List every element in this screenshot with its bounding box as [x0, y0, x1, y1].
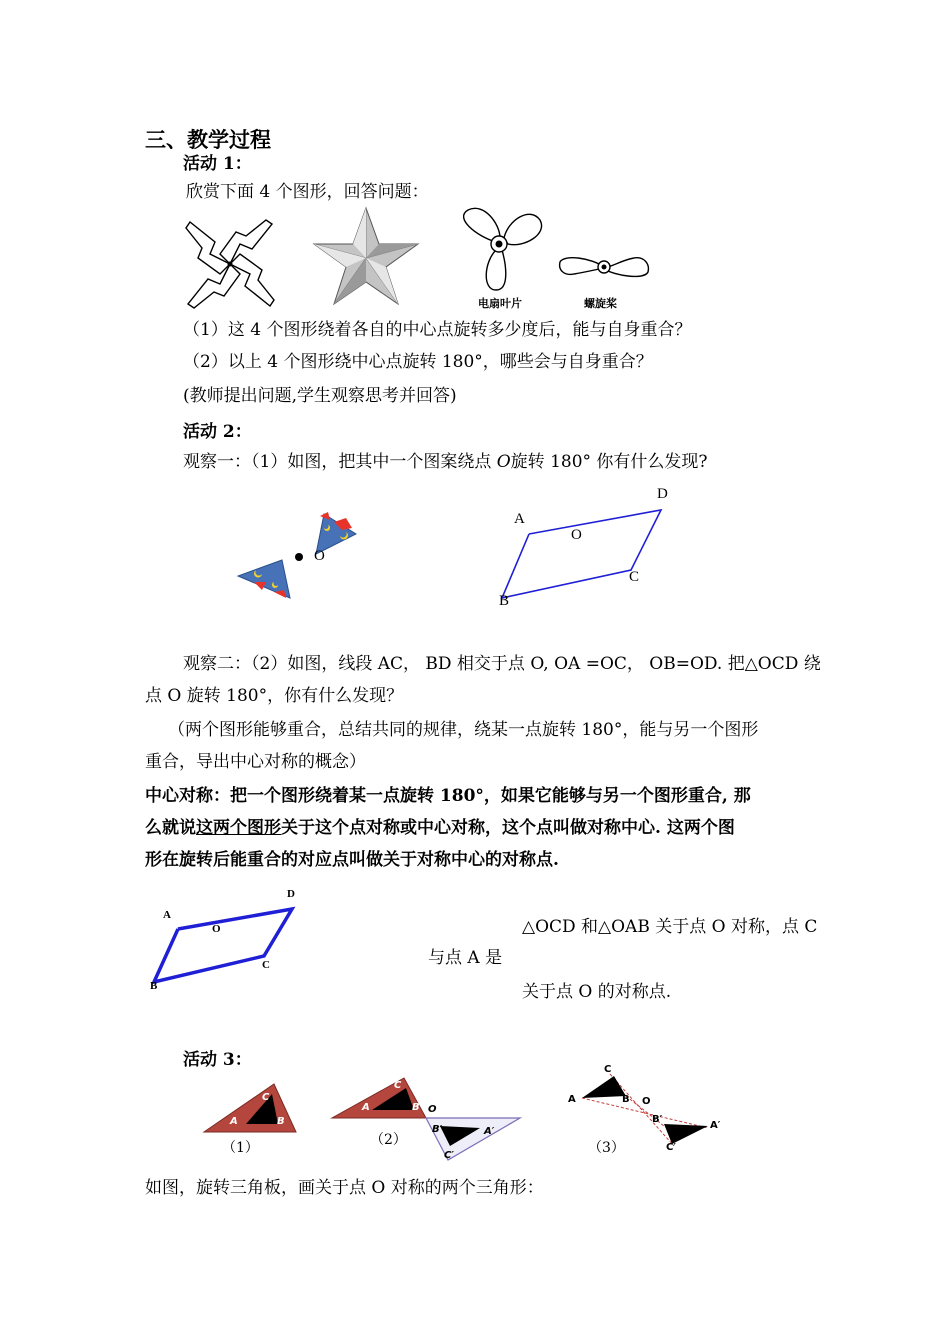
activity1-q1: （1）这 4 个图形绕着各自的中心点旋转多少度后，能与自身重合？ — [183, 320, 692, 340]
label-c: C — [629, 569, 640, 585]
propeller-caption: 螺旋桨 — [584, 297, 617, 310]
fig2-label-cp: C′ — [444, 1150, 454, 1161]
fig2-caption: （2） — [370, 1132, 407, 1148]
definition-underlined: 这两个图形 — [196, 818, 281, 838]
fig2-label-c: C — [394, 1080, 402, 1091]
small-label-c: C — [262, 959, 270, 971]
windmill-figure — [180, 214, 280, 314]
activity1-intro: 欣赏下面 4 个图形，回答问题： — [186, 182, 429, 202]
symmetry-text-line2: 与点 A 是 — [428, 948, 503, 968]
definition-line3: 形在旋转后能重合的对应点叫做关于对称中心的对称点. — [145, 850, 559, 870]
activity1-title: 活动 1： — [183, 154, 252, 174]
fan-caption: 电扇叶片 — [478, 297, 522, 310]
section-title: 三、教学过程 — [145, 127, 271, 152]
fig2-label-b: B — [412, 1102, 420, 1113]
note-line2: 重合，导出中心对称的概念） — [145, 752, 366, 772]
definition-line1: 中心对称：把一个图形绕着某一点旋转 180°，如果它能够与另一个图形重合, 那 — [145, 786, 751, 806]
point-o-label-1: O — [314, 548, 325, 564]
fig3-label-bp: B′ — [652, 1114, 663, 1125]
fig1-label-a: A — [230, 1116, 238, 1127]
fig2-label-bp: B′ — [432, 1124, 443, 1135]
observation1 — [183, 450, 708, 474]
small-label-d: D — [287, 888, 295, 900]
activity2-title: 活动 2： — [183, 422, 252, 442]
fig3-caption: （3） — [588, 1140, 625, 1156]
set-square-figure-2 — [330, 1076, 522, 1162]
fig3-label-b: B — [622, 1094, 630, 1105]
star-figure — [312, 206, 420, 306]
bowtie-figure — [500, 500, 670, 610]
fig2-label-ap: A′ — [484, 1126, 495, 1137]
small-label-b: B — [150, 980, 158, 992]
observation2-line2: 点 O 旋转 180°，你有什么发现？ — [145, 686, 404, 706]
label-o: O — [571, 527, 582, 543]
fig1-caption: （1） — [222, 1140, 259, 1156]
fig2-label-a: A — [362, 1102, 370, 1113]
small-bowtie-figure — [150, 900, 300, 990]
fig3-label-ap: A′ — [710, 1120, 721, 1131]
definition-line2-post: 关于这个点对称或中心对称，这个点叫做对称中心. 这两个图 — [281, 818, 735, 838]
observation1-prefix: 观察一：（1）如图，把其中一个图案绕点 — [183, 452, 497, 472]
fig3-label-o: O — [642, 1096, 651, 1107]
note-line1: （两个图形能够重合，总结共同的规律，绕某一点旋转 180°，能与另一个图形 — [168, 720, 759, 740]
closing-instruction: 如图，旋转三角板，画关于点 O 对称的两个三角形： — [145, 1178, 544, 1198]
observation1-suffix: 旋转 180° 你有什么发现? — [510, 452, 708, 472]
label-b: B — [499, 593, 510, 609]
rotated-triangles-figure — [234, 510, 364, 600]
observation1-var: O — [496, 452, 511, 472]
fig2-label-o: O — [428, 1104, 437, 1115]
propeller-figure — [558, 252, 650, 286]
fig3-label-cp: C′ — [666, 1142, 676, 1153]
fig3-label-c: C — [604, 1064, 612, 1075]
observation2-line1: 观察二：（2）如图，线段 AC， BD 相交于点 O, OA =OC， OB=OD. 把△OCD 绕 — [183, 654, 821, 674]
fig3-label-a: A — [568, 1094, 576, 1105]
symmetry-text-line1: △OCD 和△OAB 关于点 O 对称，点 C — [522, 917, 818, 937]
small-label-o: O — [212, 923, 221, 935]
symmetry-text-line3: 关于点 O 的对称点. — [522, 982, 672, 1002]
definition-line2-pre: 么就说 — [145, 818, 196, 838]
activity1-note: (教师提出问题,学生观察思考并回答) — [183, 386, 457, 406]
label-d: D — [657, 486, 668, 502]
label-a: A — [514, 511, 525, 527]
fig1-label-c: C — [262, 1092, 270, 1103]
activity1-q2: （2）以上 4 个图形绕中心点旋转 180°，哪些会与自身重合？ — [183, 352, 653, 372]
definition-line2 — [145, 816, 735, 840]
small-label-a: A — [163, 909, 171, 921]
fig1-label-b: B — [277, 1116, 285, 1127]
fan-blades-figure — [456, 206, 548, 296]
activity3-title: 活动 3： — [183, 1050, 252, 1070]
